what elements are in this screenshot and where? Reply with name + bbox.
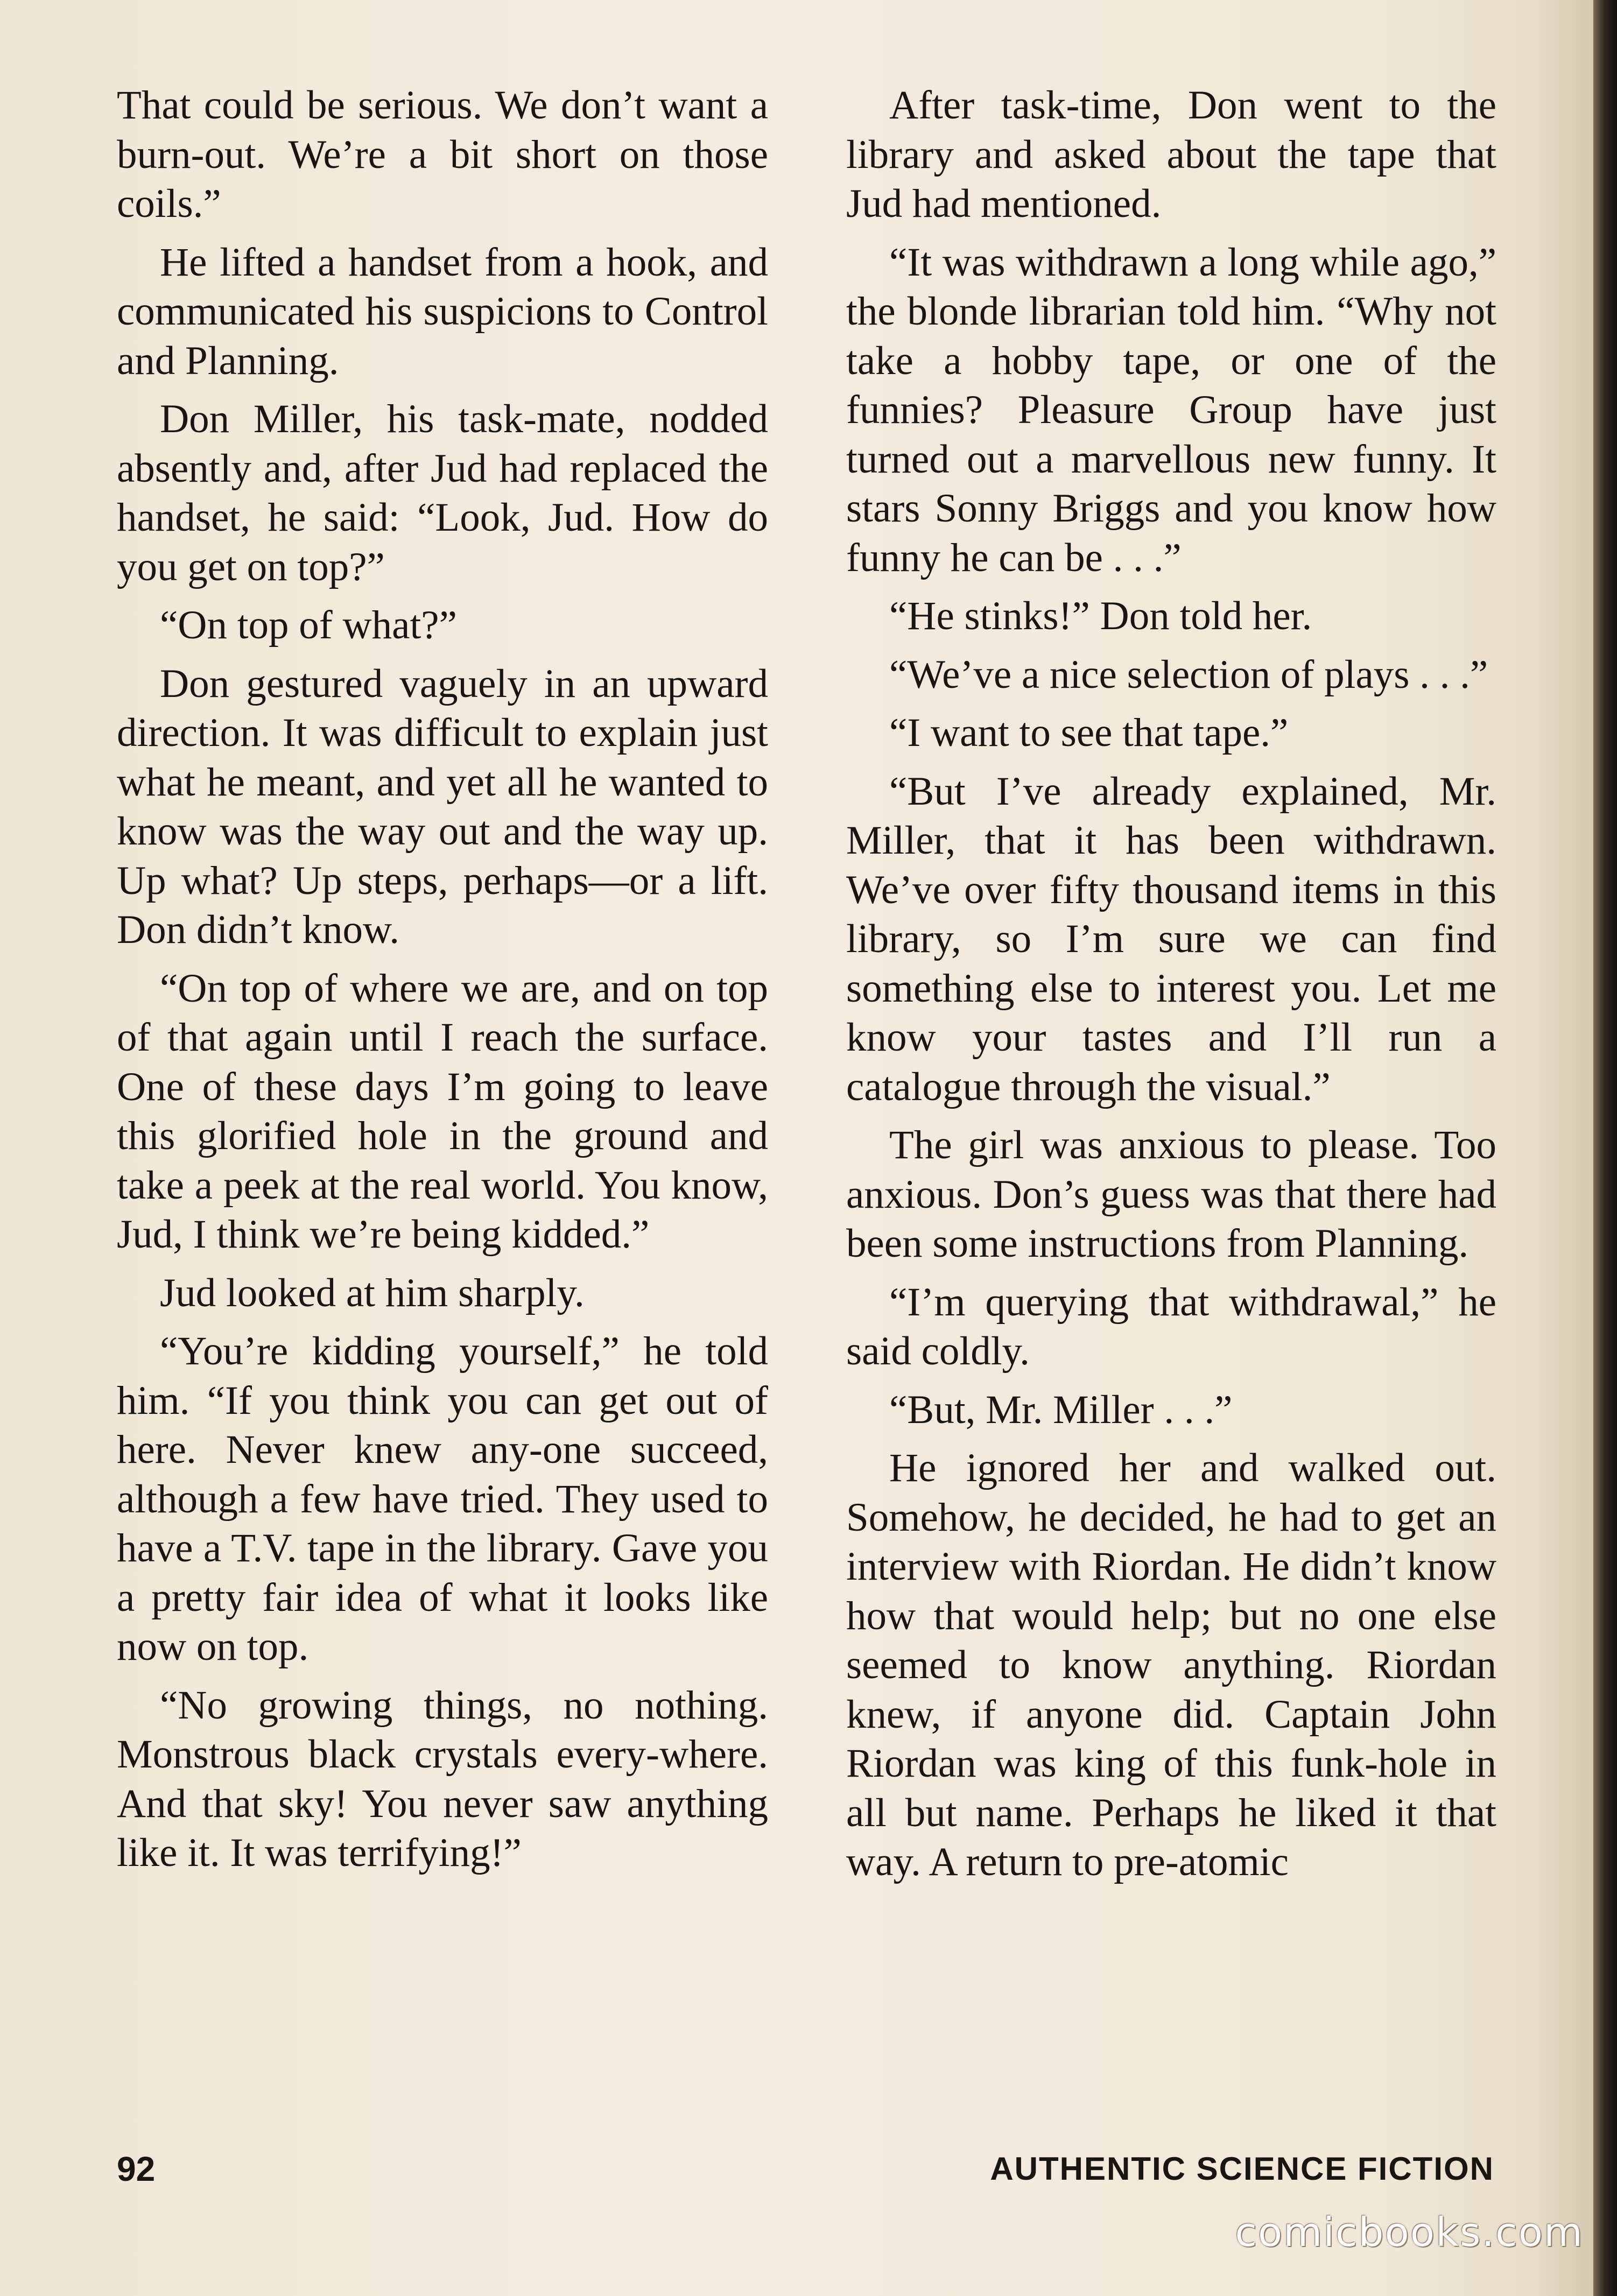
watermark: comicbooks.com: [1235, 2209, 1584, 2256]
paragraph: Don gestured vaguely in an upward direction. It was difficult to explain just what he meant, and yet all he wanted to know was the way out and the way up. Up what? Up steps, perhaps—or a lift. Don didn’t know.: [117, 661, 768, 952]
paragraph: “We’ve a nice selection of plays . . .”: [889, 652, 1488, 697]
paragraph: Jud looked at him sharply.: [160, 1270, 585, 1315]
running-title: AUTHENTIC SCIENCE FICTION: [990, 2151, 1494, 2187]
paragraph: “On top of where we are, and on top of that again until I reach the surface. One of these days I’m going to leave this glorified hole in the ground and take a peek at the real world. You know, Jud, I think we’re being kidded.”: [117, 966, 768, 1257]
paragraph: That could be serious. We don’t want a burn-out. We’re a bit short on those coils.”: [117, 83, 768, 226]
binding-edge: [1593, 0, 1617, 2296]
paragraph: After task-time, Don went to the library and asked about the tape that Jud had mentioned.: [846, 83, 1496, 226]
paragraph: “But I’ve already explained, Mr. Miller, that it has been withdrawn. We’ve over fifty thousand items in this library, so I’m sure we can find something else to interest you. Let me know your tastes and I’ll run a catalogue through the visual.”: [846, 769, 1496, 1109]
paragraph: Don Miller, his task-mate, nodded absently and, after Jud had replaced the handset, he said: “Look, Jud. How do you get on top?”: [117, 397, 768, 589]
paragraph: “On top of what?”: [160, 603, 457, 647]
page-number: 92: [117, 2150, 156, 2188]
paragraph: “No growing things, no nothing. Monstrous black crystals every-where. And that sky! You never saw anything like it. It was terrifying!”: [117, 1682, 768, 1875]
paragraph: “You’re kidding yourself,” he told him. “If you think you can get out of here. Never knew any-one succeed, although a few have tried. They used to have a T.V. tape in the library. Gave you a pretty fair idea of what it looks like now on top.: [117, 1329, 768, 1669]
left-text-column: [117, 81, 768, 1887]
paragraph: He lifted a handset from a hook, and communicated his suspicions to Control and Planning.: [117, 240, 768, 383]
paragraph: “I want to see that tape.”: [889, 710, 1289, 755]
paragraph: “But, Mr. Miller . . .”: [889, 1387, 1233, 1432]
paragraph: “I’m querying that withdrawal,” he said coldly.: [846, 1279, 1496, 1374]
paragraph: “It was withdrawn a long while ago,” the blonde librarian told him. “Why not take a hobby tape, or one of the funnies? Pleasure Group have just turned out a marvellous new funny. It stars Sonny Briggs and you know how funny he can be . . .”: [846, 240, 1496, 580]
right-text-column: [846, 81, 1496, 1896]
paragraph: The girl was anxious to please. Too anxious. Don’s guess was that there had been some instructions from Planning.: [846, 1123, 1496, 1266]
paragraph: He ignored her and walked out. Somehow, he decided, he had to get an interview with Riordan. He didn’t know how that would help; but no one else seemed to know anything. Riordan knew, if anyone did. Captain John Riordan was king of this funk-hole in all but name. Perhaps he liked it that way. A return to pre-atomic: [846, 1446, 1496, 1884]
paragraph: “He stinks!” Don told her.: [889, 594, 1312, 638]
